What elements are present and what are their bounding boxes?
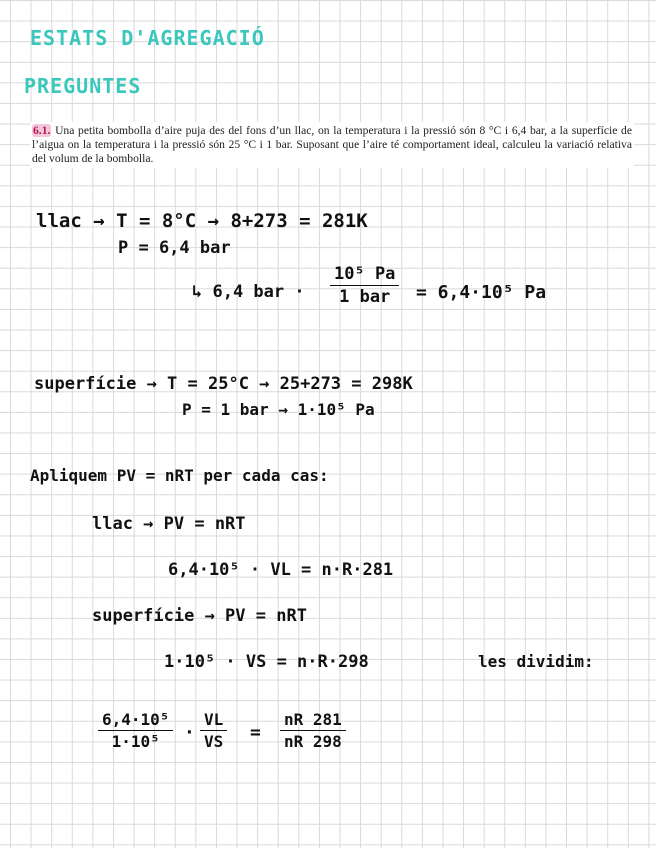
problem-text: Una petita bombolla d’aire puja des del fons d’un llac, on la temperatura i la pressió són 8 °C i 6,4 bar, a la superfície de l’aigua on la temperatura i la pressió són 25 °C i 1 bar. Suposant que l’aire té comportament ideal, calculeu la variació relativa del volum de la bombolla.	[32, 124, 633, 165]
ratio-pressure-fraction	[98, 710, 173, 751]
page-title: ESTATS D'AGREGACIÓ	[30, 26, 265, 50]
apply-ideal-gas-law: Apliquem PV = nRT per cada cas:	[30, 466, 329, 485]
lake-law: llac → PV = nRT	[92, 514, 246, 534]
conversion-fraction	[330, 264, 399, 307]
ratio-pressure-denominator: 1·10⁵	[111, 732, 160, 751]
conversion-prefix: ↳ 6,4 bar ·	[192, 282, 305, 302]
ratio-temperature-numerator: nR 281	[280, 710, 346, 731]
divide-note: les dividim:	[478, 652, 594, 671]
surface-equation: 1·10⁵ · VS = n·R·298	[164, 652, 369, 672]
lake-temperature: llac → T = 8°C → 8+273 = 281K	[36, 210, 368, 232]
ratio-volume-numerator: VL	[200, 710, 227, 731]
ratio-equals: =	[250, 722, 261, 743]
problem-number: 6.1.	[33, 124, 51, 137]
lake-pressure: P = 6,4 bar	[118, 238, 231, 258]
ratio-temperature-denominator: nR 298	[284, 732, 342, 751]
lake-equation: 6,4·10⁵ · VL = n·R·281	[168, 560, 394, 580]
ratio-multiply-dot: ·	[184, 722, 195, 743]
section-title: PREGUNTES	[24, 74, 142, 98]
surface-pressure: P = 1 bar → 1·10⁵ Pa	[182, 400, 375, 419]
surface-temperature: superfície → T = 25°C → 25+273 = 298K	[34, 374, 413, 394]
surface-law: superfície → PV = nRT	[92, 606, 307, 626]
conversion-denominator: 1 bar	[339, 287, 391, 307]
ratio-pressure-numerator: 6,4·10⁵	[98, 710, 173, 731]
conversion-numerator: 10⁵ Pa	[330, 264, 399, 286]
conversion-result: = 6,4·10⁵ Pa	[416, 282, 547, 303]
ratio-volume-fraction	[200, 710, 227, 751]
ratio-temperature-fraction	[280, 710, 346, 751]
problem-statement	[30, 122, 634, 168]
ratio-volume-denominator: VS	[204, 732, 224, 751]
